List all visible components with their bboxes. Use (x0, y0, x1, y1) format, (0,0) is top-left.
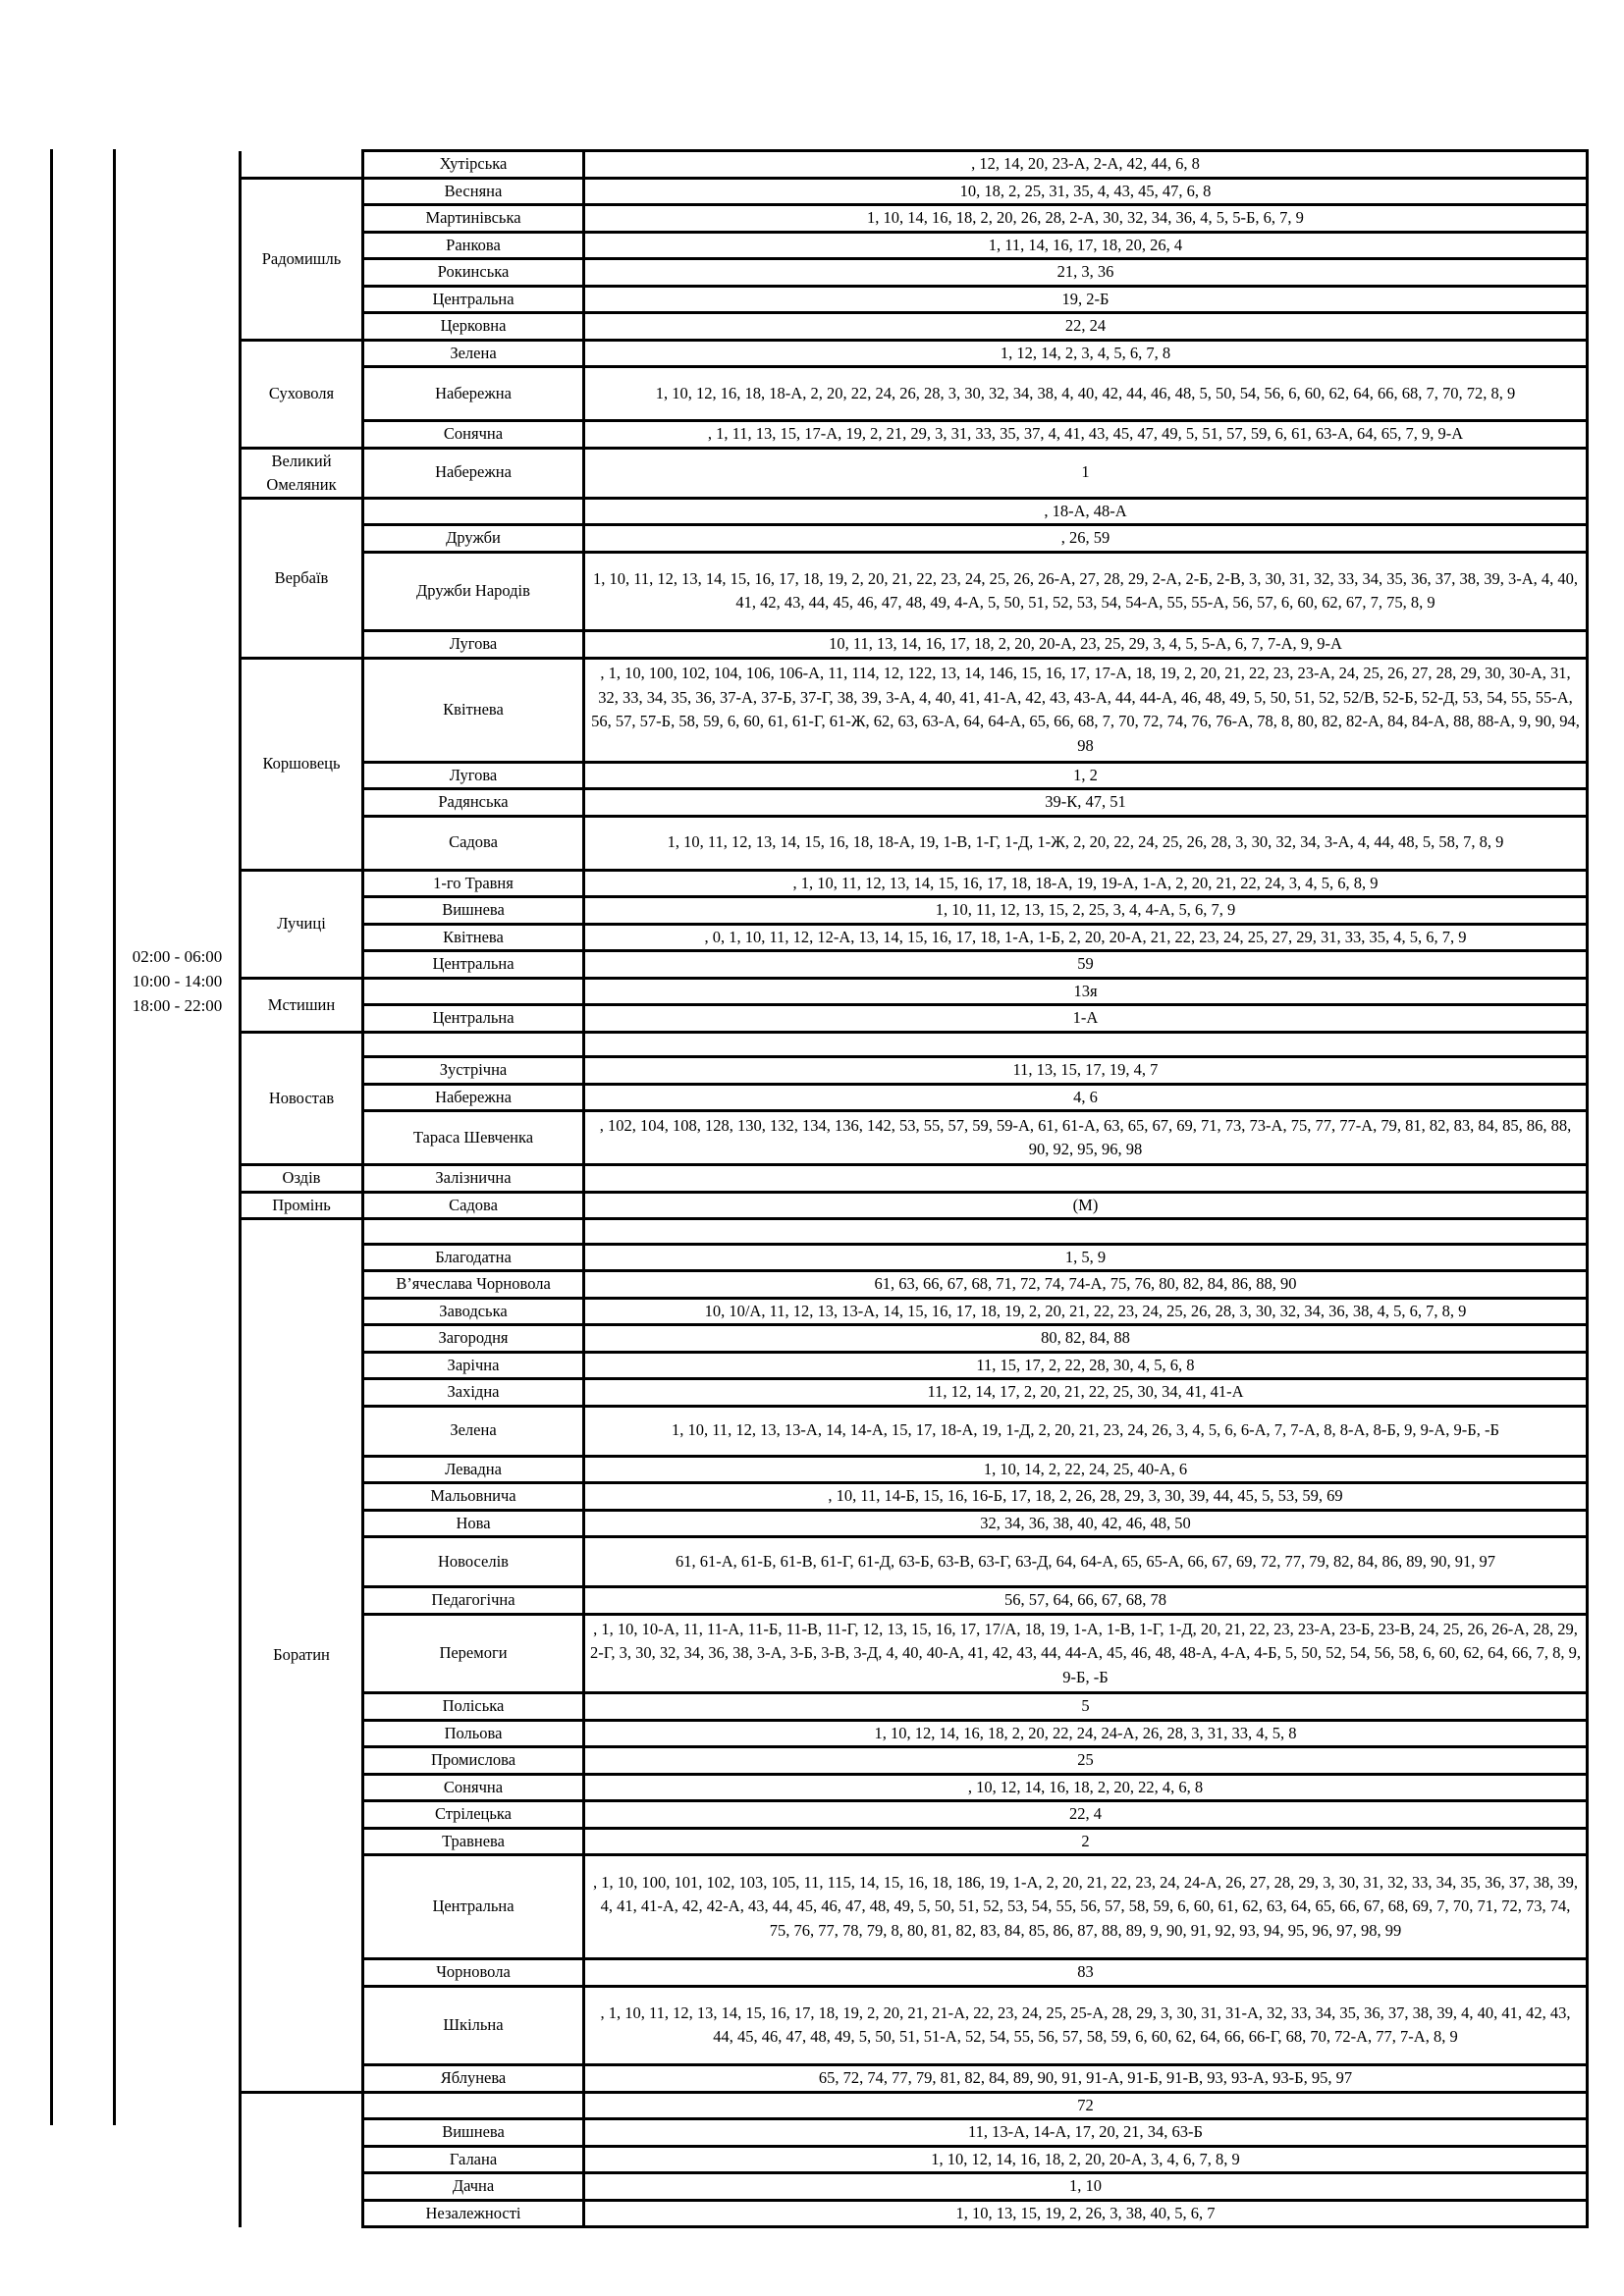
schedule-body (241, 151, 1588, 2227)
street-row (241, 978, 1588, 1005)
house-numbers: 56, 57, 64, 66, 67, 68, 78 (584, 1587, 1588, 1615)
street-row (241, 1855, 1588, 1959)
street-name: В’ячеслава Чорновола (363, 1271, 584, 1299)
village-name: Промінь (241, 1192, 363, 1219)
street-name: Стрілецька (363, 1801, 584, 1829)
street-row (241, 1959, 1588, 1987)
house-numbers: 19, 2-Б (584, 286, 1588, 313)
street-row (241, 2173, 1588, 2201)
village-name: Лучиці (241, 870, 363, 978)
street-row (241, 2065, 1588, 2093)
street-row (241, 1084, 1588, 1111)
street-name: Загородня (363, 1325, 584, 1353)
house-numbers: , 1, 11, 13, 15, 17-А, 19, 2, 21, 29, 3, 31, 33, 35, 37, 4, 41, 43, 45, 47, 49, 5, 51, 57, 59, 6, 61, 63-А, 64, 65, 7, 9, 9-А (584, 421, 1588, 449)
street-row (241, 762, 1588, 789)
village-name: Великий Омеляник (241, 448, 363, 498)
time-slots (116, 944, 239, 1018)
house-numbers (584, 1032, 1588, 1057)
house-numbers: 1, 10, 11, 12, 13, 15, 2, 25, 3, 4, 4-А, 5, 6, 7, 9 (584, 897, 1588, 925)
time-slot-cell (116, 149, 239, 2125)
street-row (241, 1774, 1588, 1801)
village-name (241, 151, 363, 179)
house-numbers: 1, 2 (584, 762, 1588, 789)
street-name: Перемоги (363, 1614, 584, 1693)
house-numbers: , 1, 10, 100, 102, 104, 106, 106-А, 11, 114, 12, 122, 13, 14, 146, 15, 16, 17, 17-А, 18, 19, 2, 20, 21, 22, 23, 23-А, 24, 25, 26, 27, 28, 29, 30, 30-А, 31, 32, 33, 34, 35, 36, 37-А, 37-Б, 37-Г, 38, 39, 3-А, 4, 40, 41, 41-А, 42, 43, 43-А, 44, 44-А, 46, 48, 49, 5, 50, 51, 52, 52/В, 52-Б, 52-Д, 53, 54, 55, 55-А, 56, 57, 57-Б, 58, 59, 6, 60, 61, 61-Г, 61-Ж, 62, 63, 63-А, 64, 64-А, 65, 66, 68, 7, 70, 72, 74, 76, 76-А, 78, 8, 80, 82, 82-А, 84, 84-А, 88, 88-А, 9, 90, 94, 98 (584, 658, 1588, 762)
street-name: 1-го Травня (363, 870, 584, 897)
house-numbers: 61, 61-А, 61-Б, 61-В, 61-Г, 61-Д, 63-Б, 63-В, 63-Г, 63-Д, 64, 64-А, 65, 65-А, 66, 67, 69, 72, 77, 79, 82, 84, 86, 89, 90, 91, 97 (584, 1537, 1588, 1587)
house-numbers: , 1, 10, 100, 101, 102, 103, 105, 11, 115, 14, 15, 16, 18, 186, 19, 1-А, 2, 20, 21, 22, 23, 24, 24-А, 26, 27, 28, 29, 3, 30, 31, 32, 33, 34, 35, 36, 37, 38, 39, 4, 41, 41-А, 42, 42-А, 43, 44, 45, 46, 47, 48, 49, 5, 50, 51, 52, 53, 54, 55, 56, 57, 58, 59, 6, 60, 61, 62, 63, 64, 65, 66, 67, 68, 69, 7, 70, 71, 72, 73, 74, 75, 76, 77, 78, 79, 8, 80, 81, 82, 83, 84, 85, 86, 87, 88, 89, 9, 90, 91, 92, 93, 94, 95, 96, 97, 98, 99 (584, 1855, 1588, 1959)
house-numbers: 1, 10 (584, 2173, 1588, 2201)
house-numbers: 1, 10, 12, 14, 16, 18, 2, 20, 22, 24, 24-А, 26, 28, 3, 31, 33, 4, 5, 8 (584, 1720, 1588, 1747)
village-name: Боратин (241, 1219, 363, 2093)
house-numbers: , 1, 10, 11, 12, 13, 14, 15, 16, 17, 18, 18-А, 19, 19-А, 1-А, 2, 20, 21, 22, 24, 3, 4, 5, 6, 8, 9 (584, 870, 1588, 897)
house-numbers: 1, 10, 11, 12, 13, 14, 15, 16, 17, 18, 19, 2, 20, 21, 22, 23, 24, 25, 26, 26-А, 27, 28, 29, 2-А, 2-Б, 2-В, 3, 30, 31, 32, 33, 34, 35, 36, 37, 38, 39, 3-А, 4, 40, 41, 42, 43, 44, 45, 46, 47, 48, 49, 4-А, 5, 50, 51, 52, 53, 54, 54-А, 55, 55-А, 56, 57, 6, 60, 62, 67, 7, 75, 8, 9 (584, 552, 1588, 631)
house-numbers: , 1, 10, 11, 12, 13, 14, 15, 16, 17, 18, 19, 2, 20, 21, 21-А, 22, 23, 24, 25, 25-А, 28, 29, 3, 30, 31, 31-А, 32, 33, 34, 35, 36, 37, 38, 39, 4, 40, 41, 42, 43, 44, 45, 46, 47, 48, 49, 5, 50, 51, 51-А, 52, 54, 55, 56, 57, 58, 59, 6, 60, 62, 64, 66, 66-Г, 68, 70, 72-А, 77, 7-А, 8, 9 (584, 1986, 1588, 2065)
street-row (241, 1510, 1588, 1537)
street-name: Набережна (363, 1084, 584, 1111)
street-name: Сонячна (363, 1774, 584, 1801)
street-name (363, 2092, 584, 2119)
house-numbers: 13я (584, 978, 1588, 1005)
street-name: Поліська (363, 1693, 584, 1721)
street-row (241, 1244, 1588, 1271)
street-name: Хутірська (363, 151, 584, 179)
street-name: Педагогічна (363, 1587, 584, 1615)
street-name: Радянська (363, 789, 584, 817)
house-numbers: 1, 10, 14, 16, 18, 2, 20, 26, 28, 2-А, 30, 32, 34, 36, 4, 5, 5-Б, 6, 7, 9 (584, 205, 1588, 233)
street-row (241, 1986, 1588, 2065)
street-row (241, 1005, 1588, 1033)
street-name: Центральна (363, 1855, 584, 1959)
house-numbers: 1, 10, 11, 12, 13, 13-А, 14, 14-А, 15, 17, 18-А, 19, 1-Д, 2, 20, 21, 23, 24, 26, 3, 4, 5, 6, 6-А, 7, 7-А, 8, 8-А, 8-Б, 9, 9-А, 9-Б, -Б (584, 1406, 1588, 1456)
street-row (241, 421, 1588, 449)
street-name: Зустрічна (363, 1057, 584, 1085)
street-row (241, 816, 1588, 870)
house-numbers: 11, 15, 17, 2, 22, 28, 30, 4, 5, 6, 8 (584, 1352, 1588, 1379)
street-name: Вишнева (363, 2119, 584, 2147)
house-numbers: , 1, 10, 10-А, 11, 11-А, 11-Б, 11-В, 11-Г, 12, 13, 15, 16, 17, 17/А, 18, 19, 1-А, 1-В, 1-Г, 1-Д, 20, 21, 22, 23, 23-А, 23-Б, 23-В, 24, 25, 26, 26-А, 28, 29, 2-Г, 3, 30, 32, 34, 36, 38, 3-А, 3-Б, 3-В, 3-Д, 4, 40, 40-А, 41, 42, 43, 44, 44-А, 45, 46, 48, 48-А, 4-А, 4-Б, 5, 50, 52, 54, 56, 58, 6, 60, 62, 64, 66, 7, 8, 9, 9-Б, -Б (584, 1614, 1588, 1693)
house-numbers: , 0, 1, 10, 11, 12, 12-А, 13, 14, 15, 16, 17, 18, 1-А, 1-Б, 2, 20, 20-А, 21, 22, 23, 24, 25, 27, 29, 31, 33, 35, 4, 5, 6, 7, 9 (584, 924, 1588, 951)
street-name: Благодатна (363, 1244, 584, 1271)
street-row (241, 1192, 1588, 1219)
house-numbers: 72 (584, 2092, 1588, 2119)
street-name: Набережна (363, 448, 584, 498)
street-name: Промислова (363, 1747, 584, 1775)
village-name: Коршовець (241, 658, 363, 870)
house-numbers: , 26, 59 (584, 525, 1588, 553)
street-name: Левадна (363, 1456, 584, 1483)
house-numbers: 2 (584, 1828, 1588, 1855)
street-name: Набережна (363, 367, 584, 421)
street-row (241, 870, 1588, 897)
street-row (241, 1298, 1588, 1325)
street-row (241, 259, 1588, 287)
street-row (241, 1456, 1588, 1483)
street-row (241, 1587, 1588, 1615)
house-numbers: 10, 11, 13, 14, 16, 17, 18, 2, 20, 20-А, 23, 25, 29, 3, 4, 5, 5-А, 6, 7, 7-А, 9, 9-А (584, 631, 1588, 659)
street-name: Зелена (363, 1406, 584, 1456)
street-name: Польова (363, 1720, 584, 1747)
village-name: Оздів (241, 1165, 363, 1193)
house-numbers: 1, 10, 14, 2, 22, 24, 25, 40-А, 6 (584, 1456, 1588, 1483)
street-name: Лугова (363, 631, 584, 659)
street-name: Західна (363, 1379, 584, 1407)
street-name: Незалежності (363, 2200, 584, 2227)
house-numbers: 1, 10, 12, 16, 18, 18-А, 2, 20, 22, 24, 26, 28, 3, 30, 32, 34, 38, 4, 40, 42, 44, 46, 48, 5, 50, 54, 56, 6, 60, 62, 64, 66, 68, 7, 70, 72, 8, 9 (584, 367, 1588, 421)
house-numbers: 22, 24 (584, 313, 1588, 341)
street-name: Мартинівська (363, 205, 584, 233)
street-name: Зелена (363, 340, 584, 367)
street-row (241, 1325, 1588, 1353)
house-numbers: 83 (584, 1959, 1588, 1987)
street-row (241, 1483, 1588, 1511)
street-row (241, 340, 1588, 367)
house-numbers: 80, 82, 84, 88 (584, 1325, 1588, 1353)
street-name: Центральна (363, 286, 584, 313)
street-row (241, 552, 1588, 631)
street-name: Весняна (363, 178, 584, 205)
street-row (241, 1693, 1588, 1721)
street-name: Церковна (363, 313, 584, 341)
street-name (363, 1219, 584, 1245)
village-name (241, 2092, 363, 2227)
street-name: Сонячна (363, 421, 584, 449)
house-numbers: , 12, 14, 20, 23-А, 2-А, 42, 44, 6, 8 (584, 151, 1588, 179)
street-name: Нова (363, 1510, 584, 1537)
time-slot: 10:00 - 14:00 (132, 972, 223, 990)
street-name: Центральна (363, 951, 584, 979)
street-row (241, 924, 1588, 951)
street-row (241, 448, 1588, 498)
street-row (241, 2200, 1588, 2227)
street-name (363, 978, 584, 1005)
street-name: Квітнева (363, 658, 584, 762)
street-name: Вишнева (363, 897, 584, 925)
street-row (241, 1747, 1588, 1775)
street-row (241, 1219, 1588, 1245)
street-name: Садова (363, 816, 584, 870)
street-row (241, 178, 1588, 205)
street-row (241, 1032, 1588, 1057)
street-row (241, 1111, 1588, 1165)
house-numbers: 11, 13, 15, 17, 19, 4, 7 (584, 1057, 1588, 1085)
street-name (363, 1032, 584, 1057)
street-name: Мальовнича (363, 1483, 584, 1511)
street-row (241, 1379, 1588, 1407)
village-name: Суховоля (241, 340, 363, 448)
street-row (241, 232, 1588, 259)
house-numbers: 1, 10, 11, 12, 13, 14, 15, 16, 18, 18-А, 19, 1-В, 1-Г, 1-Д, 1-Ж, 2, 20, 22, 24, 25, 26, 28, 3, 30, 32, 34, 3-А, 4, 44, 48, 5, 58, 7, 8, 9 (584, 816, 1588, 870)
house-numbers: 1, 10, 13, 15, 19, 2, 26, 3, 38, 40, 5, 6, 7 (584, 2200, 1588, 2227)
street-row (241, 1352, 1588, 1379)
house-numbers (584, 1219, 1588, 1245)
house-numbers: , 18-А, 48-А (584, 498, 1588, 525)
house-numbers: 22, 4 (584, 1801, 1588, 1829)
street-row (241, 1271, 1588, 1299)
street-row (241, 1057, 1588, 1085)
house-numbers: 1, 5, 9 (584, 1244, 1588, 1271)
street-row (241, 789, 1588, 817)
village-name: Радомишль (241, 178, 363, 340)
street-row (241, 151, 1588, 179)
street-row (241, 631, 1588, 659)
street-name: Тараса Шевченка (363, 1111, 584, 1165)
street-row (241, 2146, 1588, 2173)
street-name: Шкільна (363, 1986, 584, 2065)
street-row (241, 525, 1588, 553)
house-numbers: 1, 12, 14, 2, 3, 4, 5, 6, 7, 8 (584, 340, 1588, 367)
street-name: Дружби Народів (363, 552, 584, 631)
house-numbers: , 10, 11, 14-Б, 15, 16, 16-Б, 17, 18, 2, 26, 28, 29, 3, 30, 39, 44, 45, 5, 53, 59, 69 (584, 1483, 1588, 1511)
street-row (241, 2119, 1588, 2147)
house-numbers: 61, 63, 66, 67, 68, 71, 72, 74, 74-А, 75, 76, 80, 82, 84, 86, 88, 90 (584, 1271, 1588, 1299)
street-row (241, 1537, 1588, 1587)
street-row (241, 1406, 1588, 1456)
street-row (241, 1828, 1588, 1855)
village-name: Вербаїв (241, 498, 363, 658)
street-row (241, 951, 1588, 979)
house-numbers (584, 1165, 1588, 1193)
street-name: Яблунева (363, 2065, 584, 2093)
street-name: Дачна (363, 2173, 584, 2201)
street-name: Рокинська (363, 259, 584, 287)
street-name: Центральна (363, 1005, 584, 1033)
outage-schedule-table (239, 149, 1589, 2228)
house-numbers: 11, 12, 14, 17, 2, 20, 21, 22, 25, 30, 34, 41, 41-А (584, 1379, 1588, 1407)
outer-left-border (50, 149, 53, 2125)
street-name: Ранкова (363, 232, 584, 259)
house-numbers: , 102, 104, 108, 128, 130, 132, 134, 136, 142, 53, 55, 57, 59, 59-А, 61, 61-А, 63, 65, 67, 69, 71, 73, 73-А, 75, 77, 77-А, 79, 81, 82, 83, 84, 85, 86, 88, 90, 92, 95, 96, 98 (584, 1111, 1588, 1165)
house-numbers: 39-К, 47, 51 (584, 789, 1588, 817)
street-name: Дружби (363, 525, 584, 553)
street-row (241, 2092, 1588, 2119)
street-name (363, 498, 584, 525)
house-numbers: 10, 18, 2, 25, 31, 35, 4, 43, 45, 47, 6, 8 (584, 178, 1588, 205)
village-name: Мстишин (241, 978, 363, 1032)
street-name: Залізнична (363, 1165, 584, 1193)
house-numbers: 25 (584, 1747, 1588, 1775)
house-numbers: 65, 72, 74, 77, 79, 81, 82, 84, 89, 90, 91, 91-А, 91-Б, 91-В, 93, 93-А, 93-Б, 95, 97 (584, 2065, 1588, 2093)
house-numbers: 1, 11, 14, 16, 17, 18, 20, 26, 4 (584, 232, 1588, 259)
street-name: Новоселів (363, 1537, 584, 1587)
house-numbers: 21, 3, 36 (584, 259, 1588, 287)
village-name: Новостав (241, 1032, 363, 1165)
street-row (241, 367, 1588, 421)
house-numbers: (М) (584, 1192, 1588, 1219)
street-name: Квітнева (363, 924, 584, 951)
street-row (241, 205, 1588, 233)
house-numbers: 59 (584, 951, 1588, 979)
street-row (241, 1165, 1588, 1193)
street-row (241, 313, 1588, 341)
house-numbers: , 10, 12, 14, 16, 18, 2, 20, 22, 4, 6, 8 (584, 1774, 1588, 1801)
street-name: Травнева (363, 1828, 584, 1855)
house-numbers: 1-А (584, 1005, 1588, 1033)
street-row (241, 1614, 1588, 1693)
street-row (241, 1801, 1588, 1829)
time-slot: 18:00 - 22:00 (132, 996, 223, 1015)
street-name: Заводська (363, 1298, 584, 1325)
house-numbers: 1 (584, 448, 1588, 498)
house-numbers: 5 (584, 1693, 1588, 1721)
house-numbers: 32, 34, 36, 38, 40, 42, 46, 48, 50 (584, 1510, 1588, 1537)
house-numbers: 4, 6 (584, 1084, 1588, 1111)
street-row (241, 286, 1588, 313)
street-name: Чорновола (363, 1959, 584, 1987)
street-row (241, 658, 1588, 762)
street-row (241, 498, 1588, 525)
house-numbers: 11, 13-А, 14-А, 17, 20, 21, 34, 63-Б (584, 2119, 1588, 2147)
street-row (241, 897, 1588, 925)
house-numbers: 1, 10, 12, 14, 16, 18, 2, 20, 20-А, 3, 4, 6, 7, 8, 9 (584, 2146, 1588, 2173)
street-name: Зарічна (363, 1352, 584, 1379)
street-name: Галана (363, 2146, 584, 2173)
street-row (241, 1720, 1588, 1747)
house-numbers: 10, 10/А, 11, 12, 13, 13-А, 14, 15, 16, 17, 18, 19, 2, 20, 21, 22, 23, 24, 25, 26, 28, 3, 30, 32, 34, 36, 38, 4, 5, 6, 7, 8, 9 (584, 1298, 1588, 1325)
street-name: Садова (363, 1192, 584, 1219)
time-slot: 02:00 - 06:00 (132, 947, 223, 966)
street-name: Лугова (363, 762, 584, 789)
